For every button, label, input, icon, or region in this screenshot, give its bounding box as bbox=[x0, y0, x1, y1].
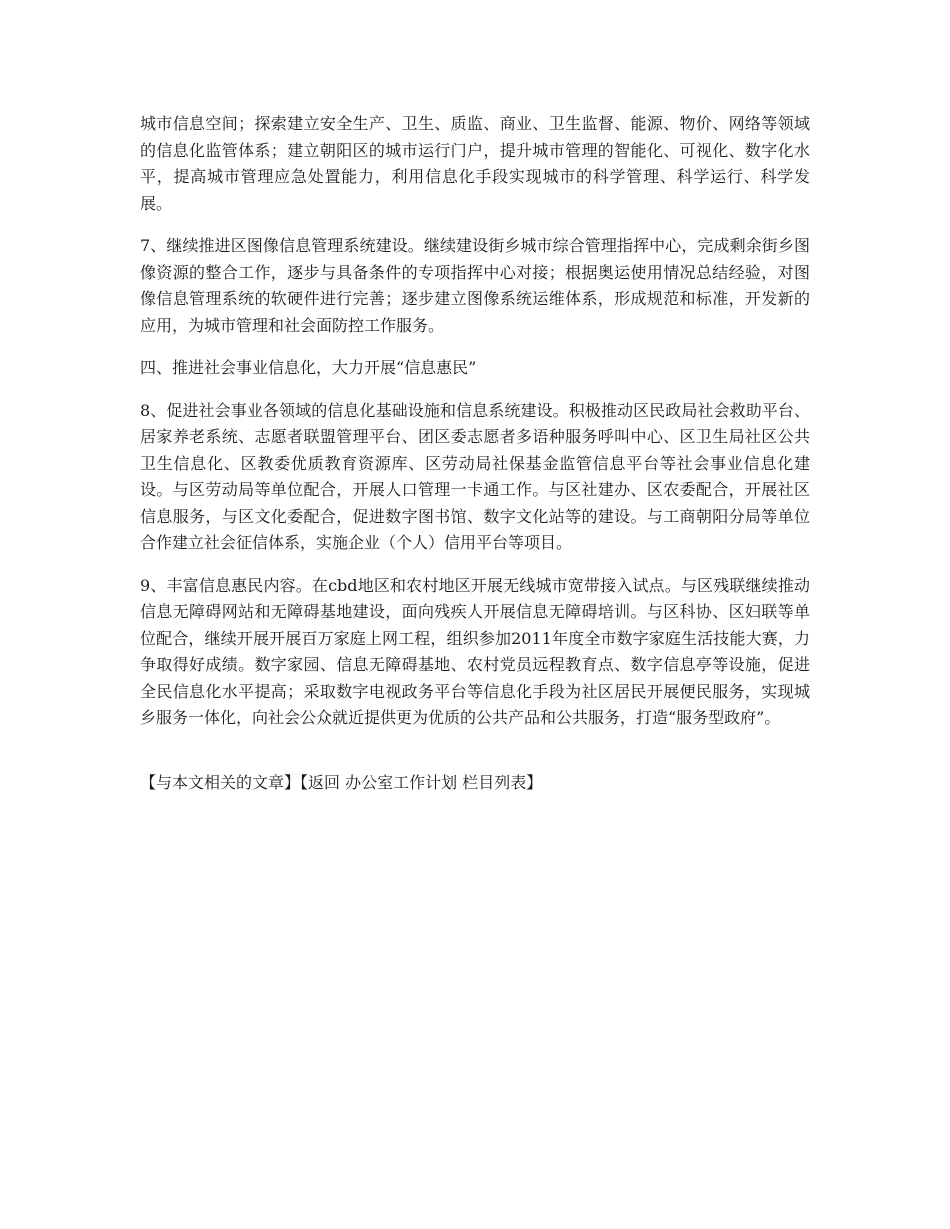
paragraph-continuation: 城市信息空间；探索建立安全生产、卫生、质监、商业、卫生监督、能源、物价、网络等领域的信息化监管体系；建立朝阳区的城市运行门户，提升城市管理的智能化、可视化、数字化水平，提高城市管理应急处置能力，利用信息化手段实现城市的科学管理、科学运行、科学发展。 bbox=[140, 114, 810, 213]
back-to-list-link[interactable]: 【返回 办公室工作计划 栏目列表】 bbox=[300, 772, 543, 792]
related-articles-link[interactable]: 【与本文相关的文章】 bbox=[140, 772, 301, 792]
paragraph-item-8: 8、促进社会事业各领域的信息化基础设施和信息系统建设。积极推动区民政局社会救助平台、居家养老系统、志愿者联盟管理平台、团区委志愿者多语种服务呼叫中心、区卫生局社区公共卫生信息化、区教委优质教育资源库、区劳动局社保基金监管信息平台等社会事业信息化建设。与区劳动局等单位配合，开展人口管理一卡通工作。与区社建办、区农委配合，开展社区信息服务，与区文化委配合，促进数字图书馆、数字文化站等的建设。与工商朝阳分局等单位合作建立社会征信体系，实施企业（个人）信用平台等项目。 bbox=[140, 400, 810, 552]
section-heading-4: 四、推进社会事业信息化，大力开展“信息惠民” bbox=[140, 358, 477, 377]
paragraph-item-7: 7、继续推进区图像信息管理系统建设。继续建设街乡城市综合管理指挥中心，完成剩余街乡图像资源的整合工作，逐步与具备条件的专项指挥中心对接；根据奥运使用情况总结经验，对图像信息管理系统的软硬件进行完善；逐步建立图像系统运维体系，形成规范和标准，开发新的应用，为城市管理和社会面防控工作服务。 bbox=[140, 236, 810, 335]
document-body bbox=[140, 111, 810, 796]
footer-links bbox=[140, 770, 810, 797]
paragraph-item-9: 9、丰富信息惠民内容。在cbd地区和农村地区开展无线城市宽带接入试点。与区残联继续推动信息无障碍网站和无障碍基地建设，面向残疾人开展信息无障碍培训。与区科协、区妇联等单位配合，继续开展开展百万家庭上网工程，组织参加2011年度全市数字家庭生活技能大赛，力争取得好成绩。数字家园、信息无障碍基地、农村党员远程教育点、数字信息亭等设施，促进全民信息化水平提高；采取数字电视政务平台等信息化手段为社区居民开展便民服务，实现城乡服务一体化，向社会公众就近提供更为优质的公共产品和公共服务，打造“服务型政府”。 bbox=[140, 575, 810, 727]
